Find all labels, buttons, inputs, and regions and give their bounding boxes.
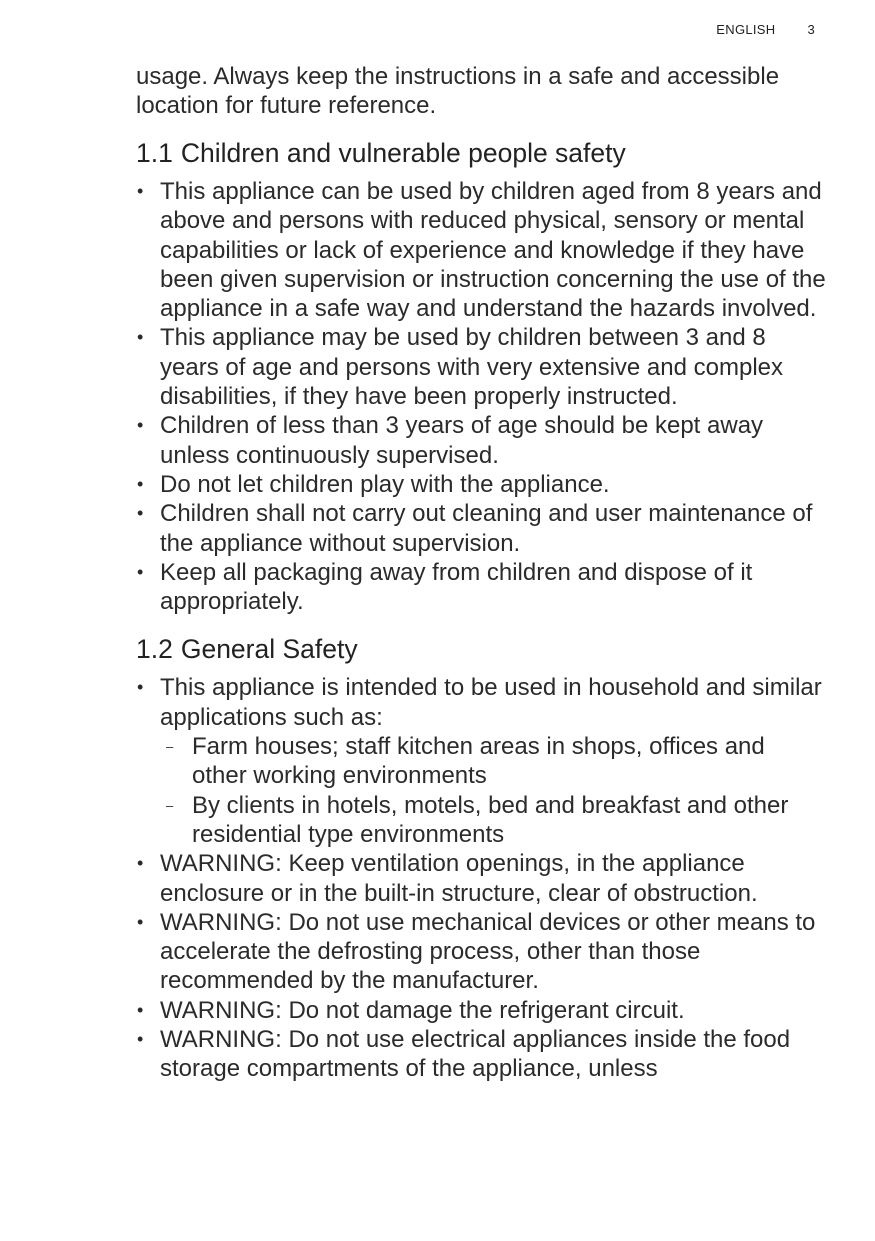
- list-item: [136, 673, 826, 849]
- list-item: • This appliance can be used by children aged from 8 years and above and persons with reduced physical, sensory or mental capabilities or lack of experience and knowledge if they have been given supervision or instruction concerning the use of the appliance in a safe way and understand the hazards involved.: [136, 177, 826, 323]
- children-safety-list: [136, 177, 826, 616]
- sub-list-item: – Farm houses; staff kitchen areas in shops, offices and other working environments: [160, 732, 826, 791]
- page-number: 3: [807, 22, 815, 37]
- section-heading-1-1: [136, 137, 826, 169]
- section-number: 1.2: [136, 634, 173, 665]
- sub-list-item: – By clients in hotels, motels, bed and breakfast and other residential type environments: [160, 791, 826, 850]
- general-safety-list: [136, 673, 826, 1083]
- document-body: [136, 62, 826, 1084]
- list-item: • WARNING: Do not damage the refrigerant circuit.: [136, 996, 826, 1025]
- header-language: ENGLISH: [716, 22, 776, 37]
- list-item: • WARNING: Do not use mechanical devices or other means to accelerate the defrosting process, other than those recommended by the manufacturer.: [136, 908, 826, 996]
- list-item: • Children of less than 3 years of age should be kept away unless continuously supervised.: [136, 411, 826, 470]
- list-item: • WARNING: Do not use electrical appliances inside the food storage compartments of the appliance, unless: [136, 1025, 826, 1084]
- sub-list: [160, 732, 826, 849]
- list-item: • Keep all packaging away from children and dispose of it appropriately.: [136, 558, 826, 617]
- section-title: General Safety: [180, 634, 358, 665]
- page-header: [716, 22, 815, 37]
- list-item-text: This appliance is intended to be used in household and similar applications such as:: [160, 674, 822, 731]
- section-number: 1.1: [136, 138, 173, 168]
- list-item: • WARNING: Keep ventilation openings, in the appliance enclosure or in the built-in structure, clear of obstruction.: [136, 849, 826, 908]
- section-title: Children and vulnerable people safety: [180, 138, 626, 168]
- list-item: • Do not let children play with the appliance.: [136, 470, 826, 499]
- section-heading-1-2: [136, 633, 826, 665]
- list-item: • This appliance may be used by children between 3 and 8 years of age and persons with very extensive and complex disabilities, if they have been properly instructed.: [136, 323, 826, 411]
- list-item: • Children shall not carry out cleaning and user maintenance of the appliance without supervision.: [136, 499, 826, 558]
- intro-paragraph: usage. Always keep the instructions in a safe and accessible location for future reference.: [136, 63, 780, 119]
